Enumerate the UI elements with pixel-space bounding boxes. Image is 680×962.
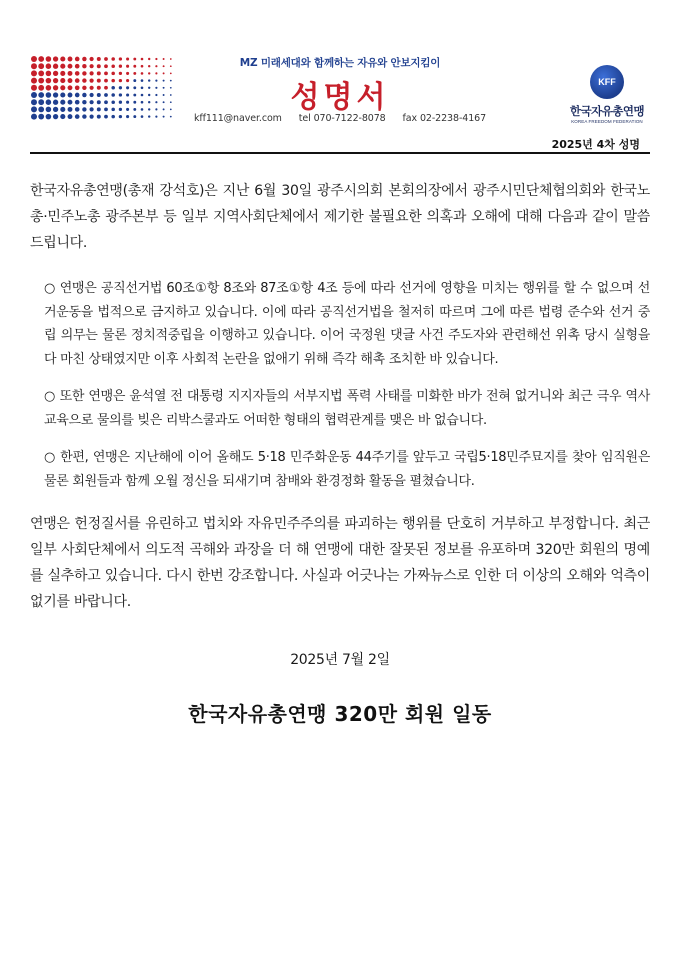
fax-text: fax 02-2238-4167 [402,113,487,124]
kff-emblem-icon [590,65,624,99]
list-item: ○ 한편, 연맹은 지난해에 이어 올해도 5·18 민주화운동 44주기를 앞두고 국립5·18민주묘지를 찾아 임직원은 물론 회원들과 함께 오월 정신을 되새기며 참배와 환경정화 활동을 펼쳤습니다. [44,450,650,489]
logo-mark: KFF [598,77,616,87]
intro-paragraph: 한국자유총연맹(총재 강석호)은 지난 6월 30일 광주시의회 본회의장에서 광주시민단체협의회와 한국노총·민주노총 광주본부 등 일부 지역사회단체에서 제기한 불필요한 의혹과 오해에 대해 다음과 같이 말씀드립니다. [30,183,650,251]
statement-date: 2025년 7월 2일 [290,652,390,668]
logo-name: 한국자유총연맹 [569,104,645,118]
list-item: ○ 또한 연맹은 윤석열 전 대통령 지지자들의 서부지법 폭력 사태를 미화한 바가 전혀 없거니와 최근 극우 역사교육으로 물의를 빚은 리박스쿨과도 어떠한 형태의 협력관계를 맺은 바 없습니다. [44,389,650,428]
letterhead [0,0,680,150]
tagline: MZ 미래세대와 함께하는 자유와 안보지킴이 [239,57,441,69]
statement-body [30,178,650,727]
kff-logo [552,65,662,124]
header-divider [30,152,650,154]
signature-line: 한국자유총연맹 320만 회원 일동 [188,702,492,726]
list-item: ○ 연맹은 공직선거법 60조①항 8조와 87조①항 4조 등에 따라 선거에 영향을 미치는 행위를 할 수 없으며 선거운동을 법적으로 금지하고 있습니다. 이에 따라 공직선거법을 철저히 따르며 그에 따른 법령 준수와 선거 중립 의무는 물론 정치적중립을 이행하고 있습니다. 이어 국정원 댓글 사건 주도자와 관련해선 위촉 당시 실형을 다 마친 상태였지만 이후 사회적 논란을 없애기 위해 즉각 해촉 조치한 바 있습니다. [44,281,650,367]
issue-label: 2025년 4차 성명 [551,138,640,151]
email-text: kff111@naver.com [193,113,282,124]
closing-paragraph: 연맹은 헌정질서를 유린하고 법치와 자유민주주의를 파괴하는 행위를 단호히 거부하고 부정합니다. 최근 일부 사회단체에서 의도적 곡해와 과장을 더 해 연맹에 대한 잘못된 정보를 유포하며 320만 회원의 명예를 실추하고 있습니다. 다시 한번 강조합니다. 사실과 어긋나는 가짜뉴스로 인한 더 이상의 오해와 억측이 없기를 바랍니다. [30,516,650,610]
tel-text: tel 070-7122-8078 [298,113,386,124]
document-title: 성명서 [290,80,390,115]
logo-english-name: KOREA FREEDOM FEDERATION [571,119,643,124]
